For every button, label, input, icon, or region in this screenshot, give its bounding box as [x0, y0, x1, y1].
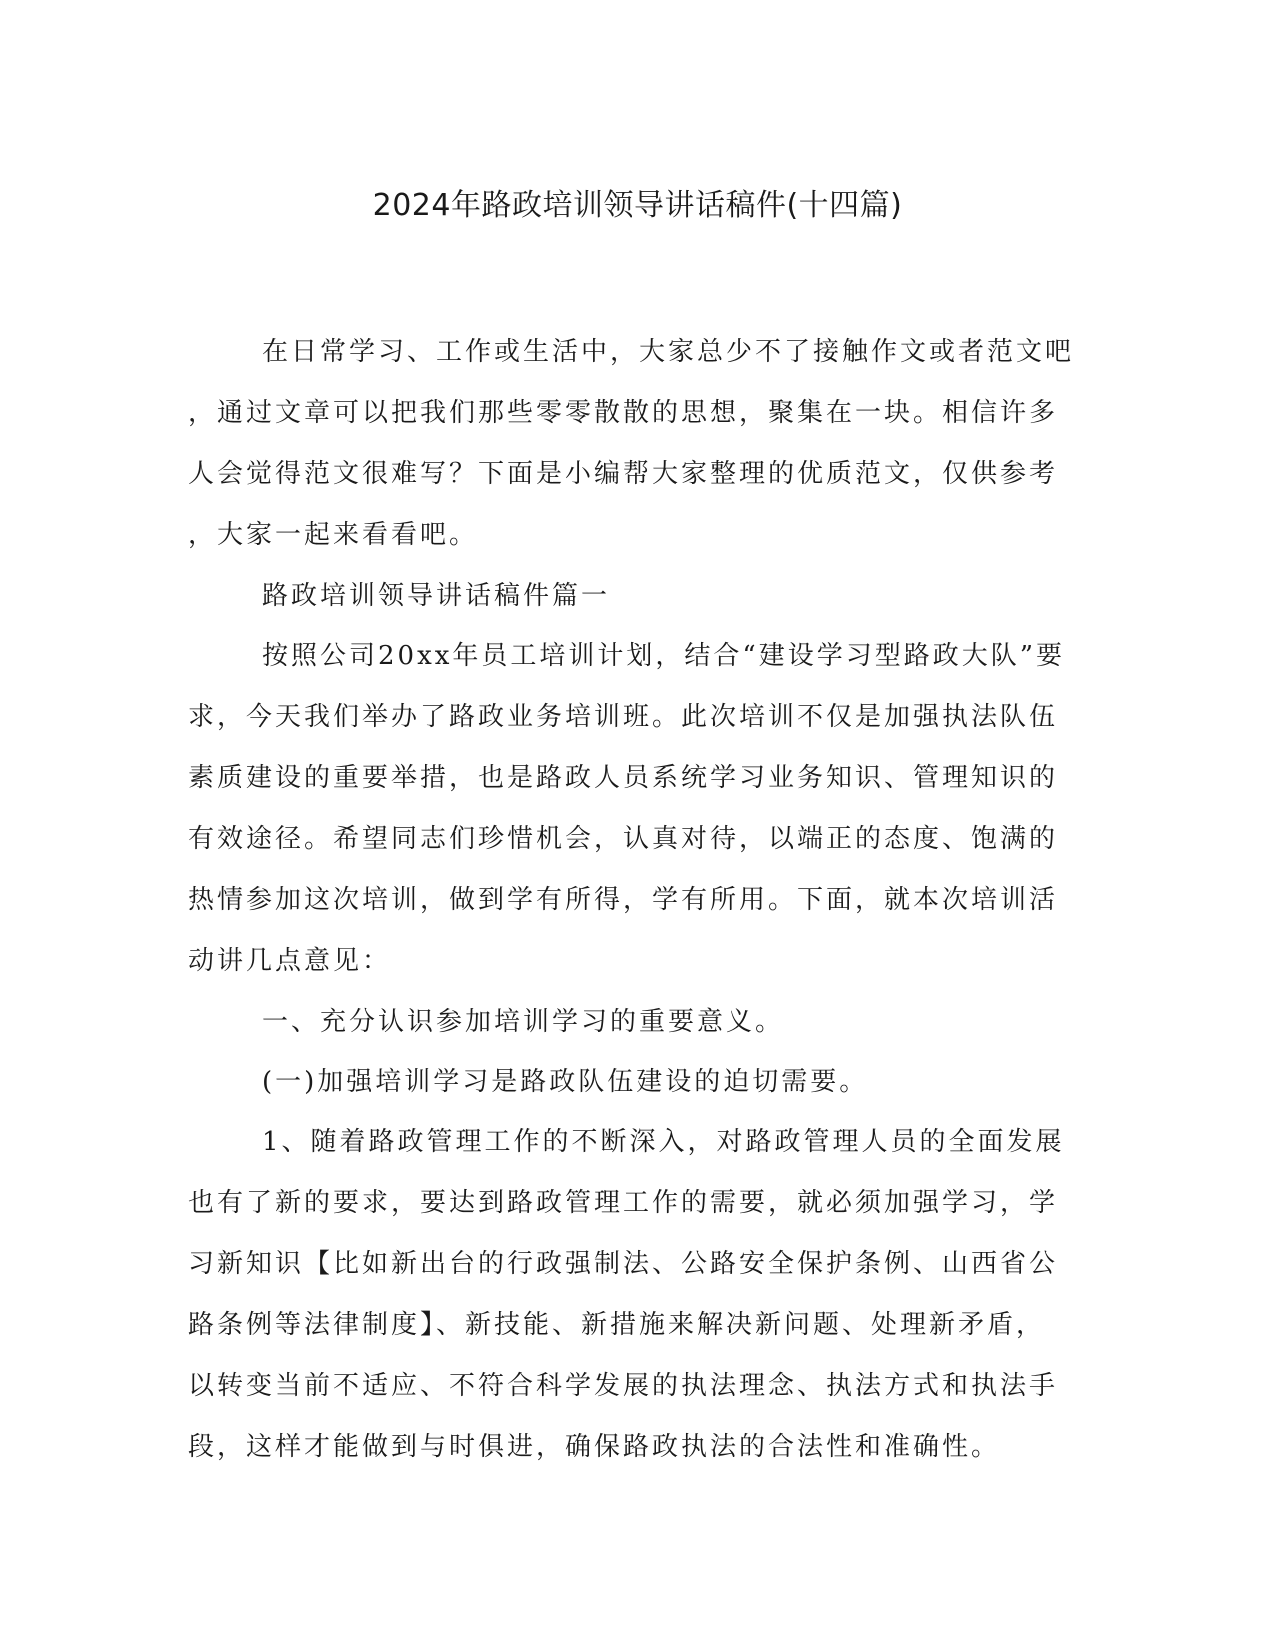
paragraph-point-one-line-6: 段，这样才能做到与时俱进，确保路政执法的合法性和准确性。	[188, 1432, 1001, 1462]
document-body	[188, 329, 1088, 1485]
subheading-item-one: (一)加强培训学习是路政队伍建设的迫切需要。	[262, 1067, 869, 1097]
paragraph-intro-line-2: ，通过文章可以把我们那些零零散散的思想，聚集在一块。相信许多	[188, 398, 1059, 428]
paragraph-point-one-line-3: 习新知识【比如新出台的行政强制法、公路安全保护条例、山西省公	[188, 1249, 1059, 1279]
paragraph-point-one-line-5: 以转变当前不适应、不符合科学发展的执法理念、执法方式和执法手	[188, 1371, 1059, 1401]
paragraph-main-line-2: 求，今天我们举办了路政业务培训班。此次培训不仅是加强执法队伍	[188, 702, 1059, 732]
paragraph-point-one-line-2: 也有了新的要求，要达到路政管理工作的需要，就必须加强学习，学	[188, 1188, 1059, 1218]
paragraph-main-line-5: 热情参加这次培训，做到学有所得，学有所用。下面，就本次培训活	[188, 885, 1059, 915]
paragraph-point-one-line-1: 1、随着路政管理工作的不断深入，对路政管理人员的全面发展	[262, 1127, 1065, 1157]
paragraph-main-line-3: 素质建设的重要举措，也是路政人员系统学习业务知识、管理知识的	[188, 763, 1059, 793]
section-heading-chapter-one: 路政培训领导讲话稿件篇一	[262, 581, 611, 611]
paragraph-point-one-line-4: 路条例等法律制度】、新技能、新措施来解决新问题、处理新矛盾，	[188, 1310, 1046, 1340]
section-heading-part-one: 一、充分认识参加培训学习的重要意义。	[262, 1007, 785, 1037]
paragraph-main-line-1: 按照公司20xx年员工培训计划，结合“建设学习型路政大队”要	[262, 641, 1065, 671]
paragraph-intro-line-3: 人会觉得范文很难写？下面是小编帮大家整理的优质范文，仅供参考	[188, 459, 1059, 489]
paragraph-intro-line-4: ，大家一起来看看吧。	[188, 520, 479, 550]
paragraph-main-line-4: 有效途径。希望同志们珍惜机会，认真对待，以端正的态度、饱满的	[188, 824, 1059, 854]
document-title: 2024年路政培训领导讲话稿件(十四篇)	[372, 188, 903, 223]
paragraph-intro-line-1: 在日常学习、工作或生活中，大家总少不了接触作文或者范文吧	[262, 337, 1075, 367]
paragraph-main-line-6: 动讲几点意见：	[188, 946, 392, 976]
